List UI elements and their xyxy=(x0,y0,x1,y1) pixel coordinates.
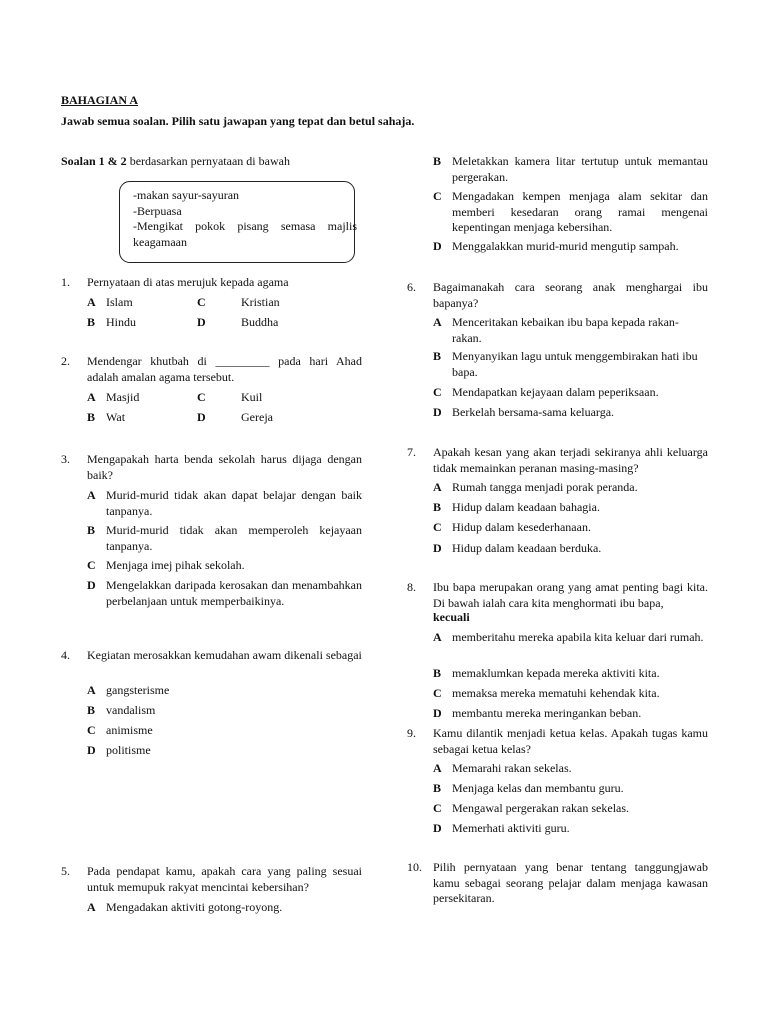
question-text: Kamu dilantik menjadi ketua kelas. Apakah tugas kamu sebagai ketua kelas? xyxy=(433,726,708,756)
option-text: Buddha xyxy=(241,315,279,329)
option-letter: B xyxy=(87,523,96,537)
option-letter: A xyxy=(87,390,96,404)
option-text: Mengadakan aktiviti gotong-royong. xyxy=(106,900,283,914)
question-number: 6. xyxy=(407,280,416,294)
question-text: Ibu bapa merupakan orang yang amat penting bagi kita. Di bawah ialah cara kita menghormati ibu bapa, xyxy=(433,580,708,610)
option-text: Menyanyikan lagu untuk menggembirakan hati ibu bapa. xyxy=(452,349,698,379)
option-text: Mendapatkan kejayaan dalam peperiksaan. xyxy=(452,385,659,399)
question-text: Pernyataan di atas merujuk kepada agama xyxy=(87,275,289,289)
option-letter: D xyxy=(433,405,442,419)
option-letter: C xyxy=(433,686,442,700)
stimulus-line: -makan sayur-sayuran xyxy=(133,188,240,202)
option-letter: B xyxy=(433,500,442,514)
option-letter: B xyxy=(433,349,442,363)
option-letter: B xyxy=(433,154,442,168)
stimulus-intro xyxy=(61,154,290,169)
option-text: memberitahu mereka apabila kita keluar dari rumah. xyxy=(452,630,704,644)
option-letter: C xyxy=(433,189,442,203)
question-number: 1. xyxy=(61,275,70,289)
option-letter: B xyxy=(87,315,96,329)
option-text: Rumah tangga menjadi porak peranda. xyxy=(452,480,638,494)
option[interactable] xyxy=(87,488,362,520)
section-title: BAHAGIAN A xyxy=(61,93,139,107)
option-letter: A xyxy=(433,315,442,329)
option-letter: B xyxy=(433,666,442,680)
question-emphasis: kecuali xyxy=(433,610,470,624)
option-letter: A xyxy=(87,295,96,309)
option-letter: A xyxy=(87,900,96,914)
question-number: 5. xyxy=(61,864,70,878)
option-text: Hidup dalam kesederhanaan. xyxy=(452,520,591,534)
instruction: Jawab semua soalan. Pilih satu jawapan yang tepat dan betul sahaja. xyxy=(61,114,415,128)
stimulus-intro-bold: Soalan 1 & 2 xyxy=(61,154,127,168)
option-letter: C xyxy=(433,385,442,399)
option-text: Murid-murid tidak akan memperoleh kejayaan tanpanya. xyxy=(106,523,362,553)
question-number: 4. xyxy=(61,648,70,662)
option-letter: D xyxy=(433,706,442,720)
option[interactable] xyxy=(433,189,708,237)
option-text: memaksa mereka mematuhi kehendak kita. xyxy=(452,686,660,700)
option-letter: D xyxy=(87,578,96,592)
question-text: Apakah kesan yang akan terjadi sekiranya ahli keluarga tidak memainkan peranan masing-masing? xyxy=(433,445,708,475)
option-text: politisme xyxy=(106,743,151,757)
option-text: gangsterisme xyxy=(106,683,170,697)
option-letter: A xyxy=(87,683,96,697)
option[interactable] xyxy=(433,349,708,381)
option-text: Murid-murid tidak akan dapat belajar dengan baik tanpanya. xyxy=(106,488,362,518)
option-text: Kuil xyxy=(241,390,263,404)
question-text: Kegiatan merosakkan kemudahan awam dikenali sebagai xyxy=(87,648,362,662)
option-letter: C xyxy=(433,520,442,534)
stimulus-text xyxy=(133,188,357,250)
option[interactable] xyxy=(433,154,708,186)
option-text: Kristian xyxy=(241,295,280,309)
option-text: Wat xyxy=(106,410,126,424)
option-letter: C xyxy=(87,723,96,737)
question-number: 2. xyxy=(61,354,70,368)
option-letter: A xyxy=(87,488,96,502)
option-text: Hidup dalam keadaan berduka. xyxy=(452,541,602,555)
stimulus-line: -Mengikat pokok pisang semasa majlis keagamaan xyxy=(133,219,357,249)
option-letter: A xyxy=(433,630,442,644)
option-text: Menggalakkan murid-murid mengutip sampah. xyxy=(452,239,679,253)
option-letter: B xyxy=(433,781,442,795)
option-text: Memerhati aktiviti guru. xyxy=(452,821,570,835)
option-letter: D xyxy=(433,541,442,555)
option-text: Berkelah bersama-sama keluarga. xyxy=(452,405,615,419)
option-letter: B xyxy=(87,703,96,717)
option[interactable] xyxy=(433,315,708,347)
option-text: vandalism xyxy=(106,703,156,717)
option-text: Menjaga imej pihak sekolah. xyxy=(106,558,245,572)
option-letter: D xyxy=(433,239,442,253)
question-number: 7. xyxy=(407,445,416,459)
option-text: Meletakkan kamera litar tertutup untuk memantau pergerakan. xyxy=(452,154,708,184)
option-text: memaklumkan kepada mereka aktiviti kita. xyxy=(452,666,660,680)
question-text: Pada pendapat kamu, apakah cara yang paling sesuai untuk memupuk rakyat mencintai kebersihan? xyxy=(87,864,362,894)
question-number: 10. xyxy=(407,860,422,874)
option-text: Memarahi rakan sekelas. xyxy=(452,761,572,775)
option-text: Menceritakan kebaikan ibu bapa kepada rakan-rakan. xyxy=(452,315,679,345)
option-letter: D xyxy=(433,821,442,835)
option-text: Menjaga kelas dan membantu guru. xyxy=(452,781,624,795)
question-text: Mendengar khutbah di _________ pada hari Ahad adalah amalan agama tersebut. xyxy=(87,354,362,384)
stimulus-line: -Berpuasa xyxy=(133,203,182,218)
question-number: 9. xyxy=(407,726,416,740)
option-text: Masjid xyxy=(106,390,140,404)
question-text: Pilih pernyataan yang benar tentang tanggungjawab kamu sebagai seorang pelajar dalam menjaga kawasan persekitaran. xyxy=(433,860,708,905)
option-text: Mengadakan kempen menjaga alam sekitar dan memberi kesedaran orang ramai mengenai kepentingan menjaga kebersihan. xyxy=(452,189,708,234)
question-text: Mengapakah harta benda sekolah harus dijaga dengan baik? xyxy=(87,452,362,482)
option-letter: C xyxy=(87,558,96,572)
option-text: Gereja xyxy=(241,410,273,424)
question-number: 8. xyxy=(407,580,416,594)
question-number: 3. xyxy=(61,452,70,466)
option-letter: A xyxy=(433,761,442,775)
option[interactable] xyxy=(87,578,362,626)
option-letter: B xyxy=(87,410,96,424)
option-text: Hidup dalam keadaan bahagia. xyxy=(452,500,600,514)
option-text: animisme xyxy=(106,723,153,737)
option-text: Mengelakkan daripada kerosakan dan menambahkan perbelanjaan untuk memperbaikinya. xyxy=(106,578,362,608)
question-text: Bagaimanakah cara seorang anak menghargai ibu bapanya? xyxy=(433,280,708,310)
option-text: membantu mereka meringankan beban. xyxy=(452,706,642,720)
option-letter: D xyxy=(87,743,96,757)
option-letter: C xyxy=(433,801,442,815)
option[interactable] xyxy=(433,630,708,662)
option-letter: C xyxy=(197,295,206,309)
option-text: Mengawal pergerakan rakan sekelas. xyxy=(452,801,630,815)
option-letter: A xyxy=(433,480,442,494)
option-letter: C xyxy=(197,390,206,404)
option-text: Islam xyxy=(106,295,133,309)
option-letter: D xyxy=(197,410,206,424)
option-letter: D xyxy=(197,315,206,329)
stimulus-intro-rest: berdasarkan pernyataan di bawah xyxy=(126,154,290,168)
option-text: Hindu xyxy=(106,315,136,329)
option[interactable] xyxy=(87,523,362,555)
